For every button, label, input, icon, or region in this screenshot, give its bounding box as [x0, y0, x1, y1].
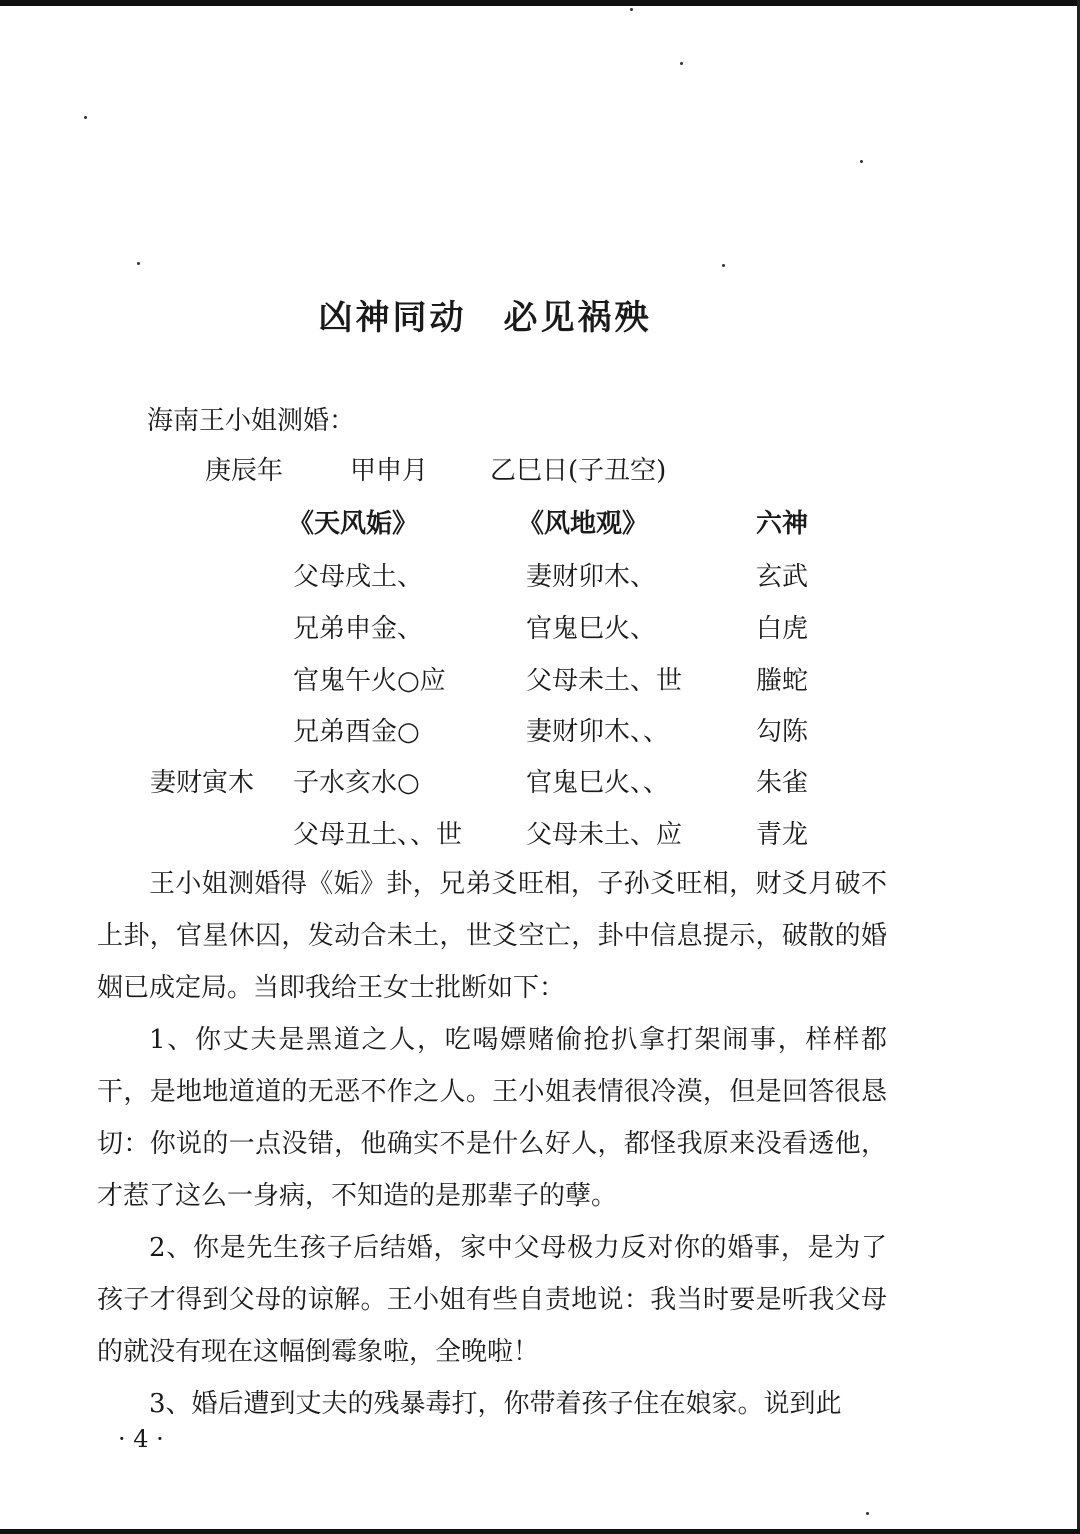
page-number: · 4 ·: [118, 1425, 164, 1453]
left-line-4: 兄弟酉金○: [293, 717, 420, 747]
right-line-1: 妻财卯木、: [526, 562, 657, 592]
left-line-3: 官鬼午火○应: [293, 666, 446, 696]
hexagram-left-header: 《天风姤》: [288, 509, 419, 539]
right-line-5: 官鬼巳火、、: [526, 768, 670, 798]
scan-speck: [866, 1512, 869, 1515]
page-title: 凶神同动 必见祸殃: [318, 298, 652, 338]
god-6: 青龙: [756, 820, 809, 850]
god-5: 朱雀: [756, 768, 809, 798]
god-3: 螣蛇: [756, 666, 809, 696]
left-line-1: 父母戌土、: [293, 562, 424, 592]
date-day: 乙巳日(子丑空): [490, 456, 667, 486]
paragraph-point-1: 1、你丈夫是黑道之人，吃喝嫖赌偷抢扒拿打架闹事，样样都干，是地地道道的无恶不作之人。王小姐表情很冷漠，但是回答很恳切：你说的一点没错，他确实不是什么好人，都怪我原来没看透他，才惹了这么一身病，不知造的是那辈子的孽。: [97, 1025, 887, 1211]
body-text: [97, 858, 887, 1430]
hexagram-right-header: 《风地观》: [518, 509, 649, 539]
bottom-scan-border: [0, 1529, 1080, 1534]
scan-speck: [84, 116, 87, 119]
scan-speck: [860, 160, 863, 163]
god-2: 白虎: [756, 614, 809, 644]
scan-speck: [722, 264, 725, 267]
god-1: 玄武: [756, 562, 809, 592]
scan-speck: [137, 262, 140, 265]
scan-speck: [680, 62, 683, 65]
paragraph-point-3: 3、婚后遭到丈夫的残暴毒打，你带着孩子住在娘家。说到此: [149, 1389, 842, 1419]
paragraph-analysis: 王小姐测婚得《姤》卦，兄弟爻旺相，子孙爻旺相，财爻月破不上卦，官星休囚，发动合未土，世爻空亡，卦中信息提示，破散的婚姻已成定局。当即我给王女士批断如下：: [97, 869, 887, 1003]
date-month: 甲申月: [350, 456, 429, 486]
scan-speck: [630, 8, 633, 11]
six-gods-header: 六神: [756, 509, 809, 539]
god-4: 勾陈: [756, 717, 809, 747]
date-year: 庚辰年: [205, 456, 284, 486]
top-scan-border: [0, 0, 1080, 6]
left-line-5: 子水亥水○: [293, 768, 420, 798]
right-line-6: 父母未土、应: [526, 820, 683, 850]
paragraph-point-2: 2、你是先生孩子后结婚，家中父母极力反对你的婚事，是为了孩子才得到父母的谅解。王小姐有些自责地说：我当时要是听我父母的就没有现在这幅倒霉象啦，全晚啦！: [97, 1233, 887, 1367]
right-line-3: 父母未土、世: [526, 666, 683, 696]
left-line-6: 父母丑土、、世: [293, 820, 463, 850]
intro-line: 海南王小姐测婚：: [147, 406, 356, 436]
fushen-label: 妻财寅木: [150, 768, 255, 798]
right-line-4: 妻财卯木、、: [526, 717, 670, 747]
left-line-2: 兄弟申金、: [293, 614, 424, 644]
right-line-2: 官鬼巳火、: [526, 614, 657, 644]
